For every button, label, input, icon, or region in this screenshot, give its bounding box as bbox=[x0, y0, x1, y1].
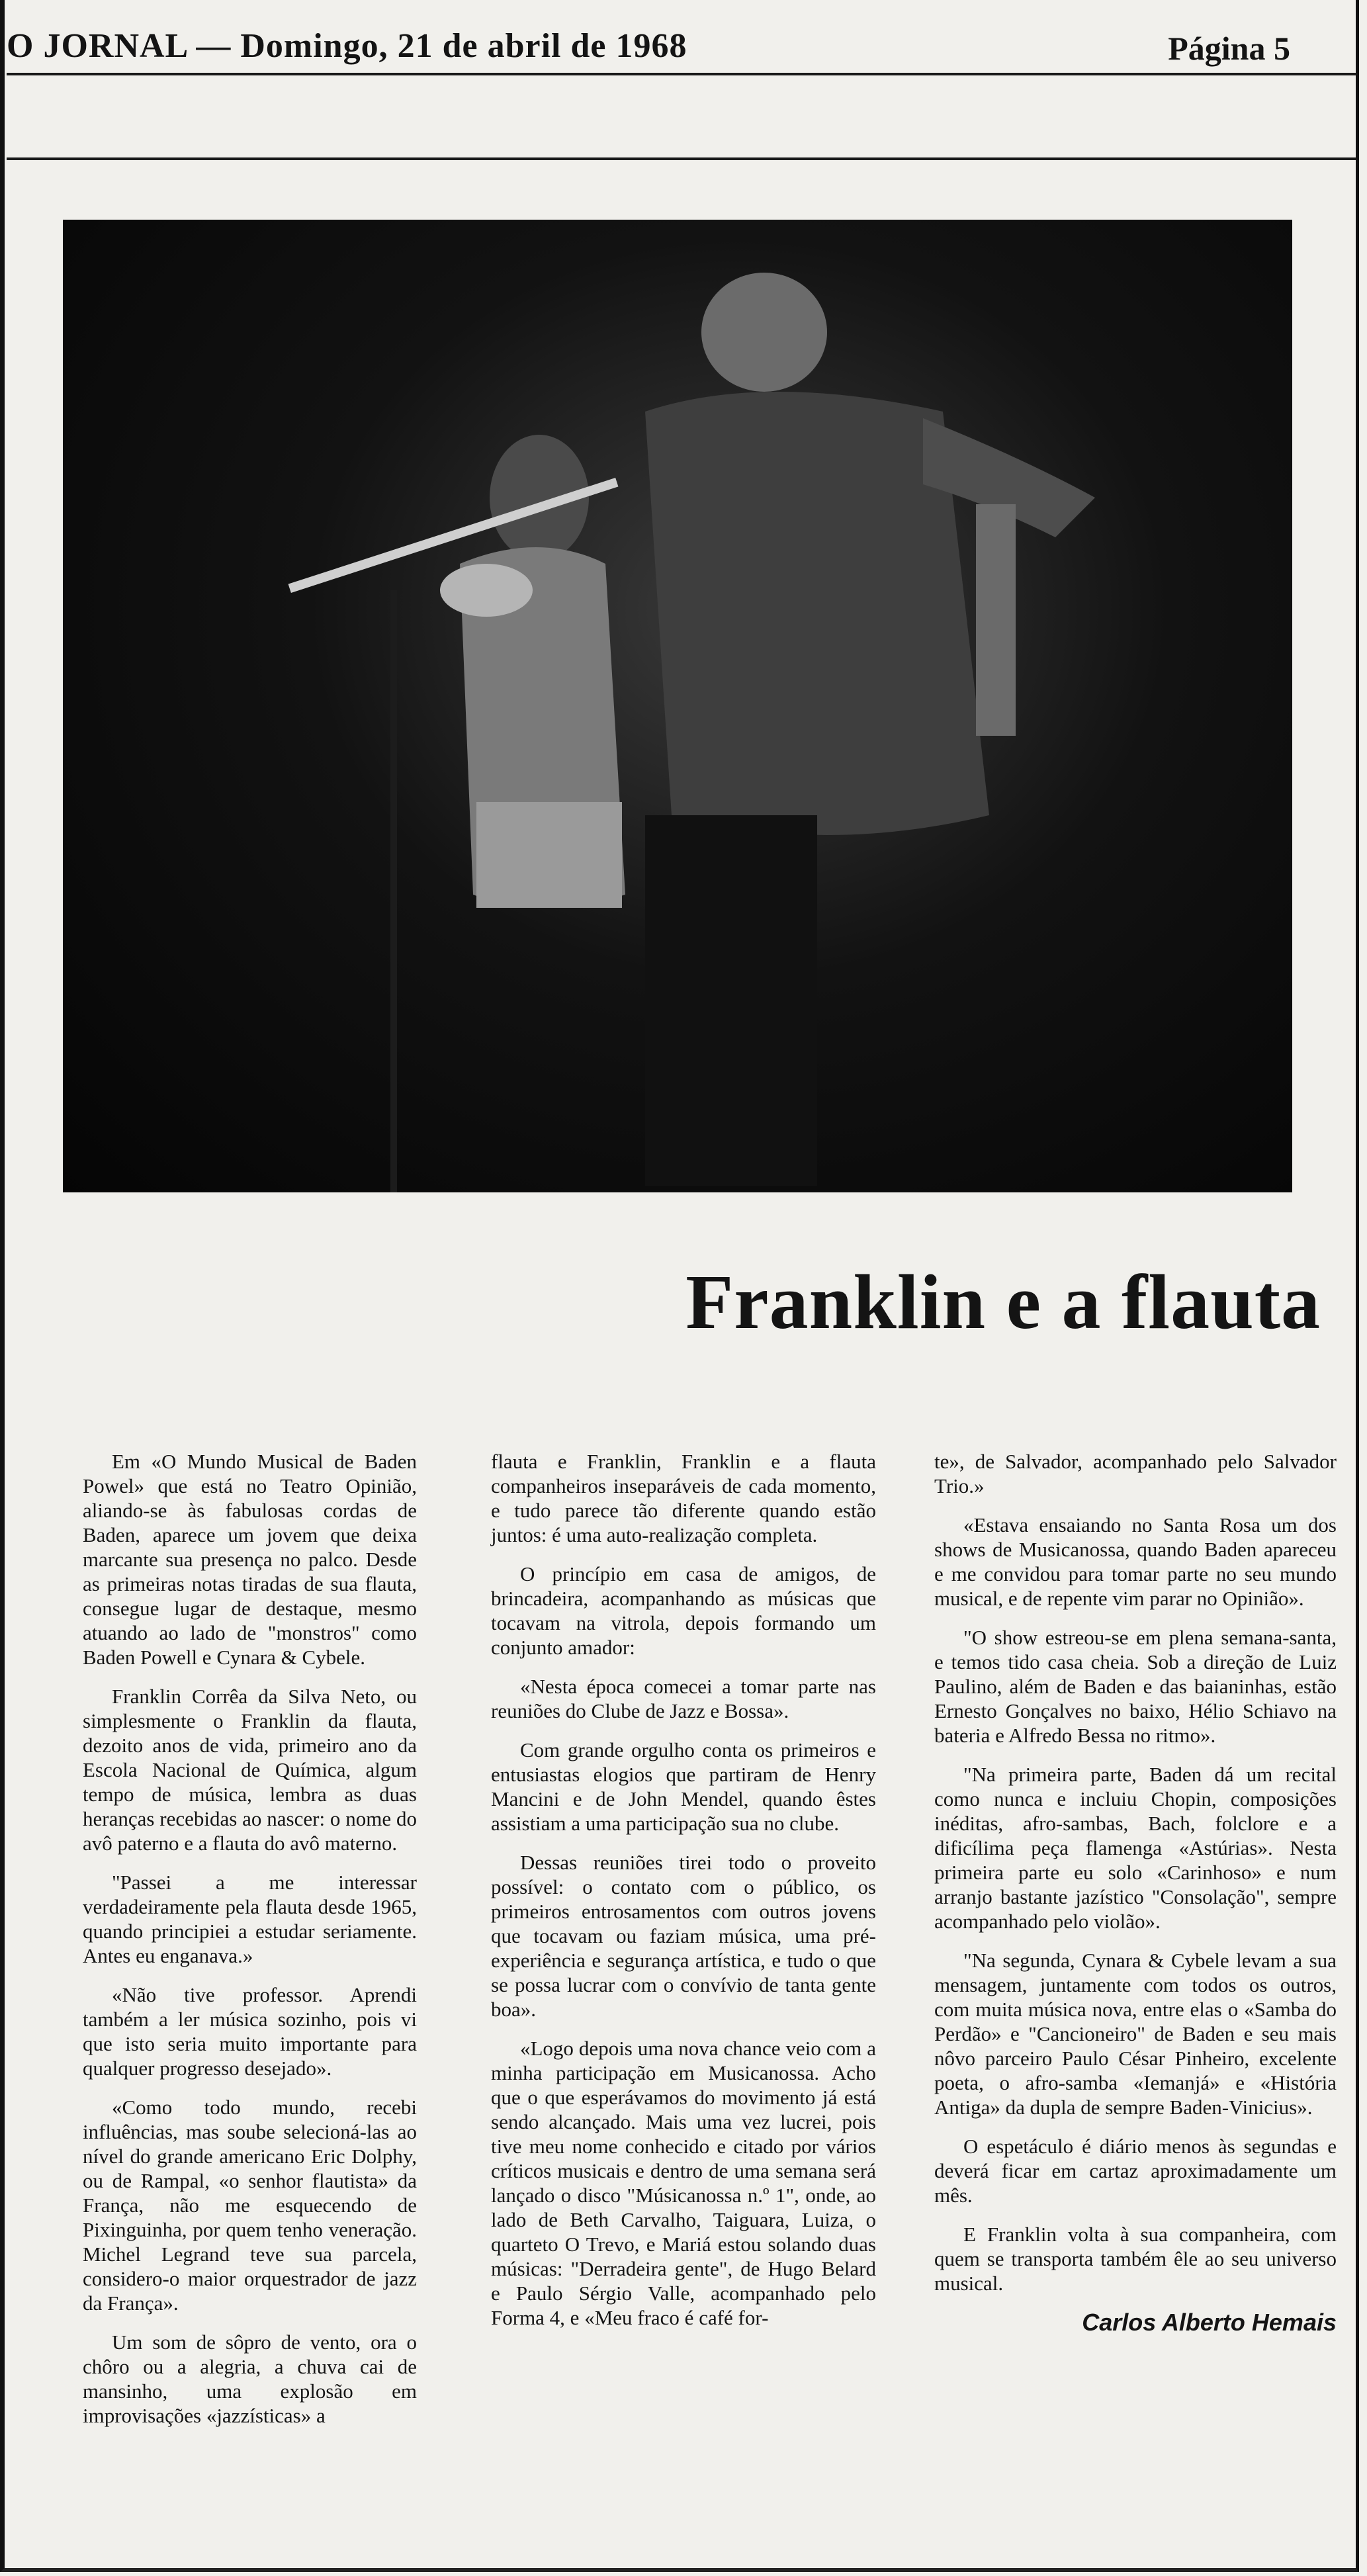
paragraph: Dessas reuniões tirei todo o proveito possível: o contato com o público, os primeiros entrosamentos com outros jovens que tocavam ou faziam música, uma pré-experiência e segurança artística, e tudo o que se possa lucrar com o convívio de tanta gente boa». bbox=[491, 1851, 876, 2021]
paragraph: "O show estreou-se em plena semana-santa, e temos tido casa cheia. Sob a direção de Luiz Paulino, além de Baden e das baianinhas, estão Ernesto Gonçalves no baixo, Hélio Schiavo na bateria e Alfredo Bessa no ritmo». bbox=[934, 1626, 1337, 1747]
page-header bbox=[7, 0, 1356, 75]
paragraph: E Franklin volta à sua companheira, com quem se transporta também êle ao seu universo musical. bbox=[934, 2223, 1337, 2295]
paragraph: «Nesta época comecei a tomar parte nas reuniões do Clube de Jazz e Bossa». bbox=[491, 1675, 876, 1722]
article-column-3 bbox=[934, 1449, 1337, 2334]
paragraph: «Logo depois uma nova chance veio com a minha participação em Musicanossa. Acho que o que esperávamos do movimento já está sendo alcançado. Mais uma vez lucrei, pois tive meu nome conhecido e citado por vários críticos musicais e dentro de uma semana será lançado o disco "Músicanossa n.º 1", onde, ao lado de Beth Carvalho, Taiguara, Luiza, o quarteto O Trevo, e Mariá estou solando duas músicas: "Derradeira gente", de Hugo Belard e Paulo Sérgio Valle, acompanhado pelo Forma 4, e «Meu fraco é café for- bbox=[491, 2037, 876, 2329]
paragraph: flauta e Franklin, Franklin e a flauta companheiros inseparáveis de cada momento, e tudo parece tão diferente quando estão juntos: é uma auto-realização completa. bbox=[491, 1450, 876, 1546]
article-headline: Franklin e a flauta bbox=[685, 1259, 1321, 1345]
page-number: Página 5 bbox=[1168, 30, 1290, 67]
photo-scene bbox=[63, 220, 1292, 1192]
paragraph: O espetáculo é diário menos às segundas e deverá ficar em cartaz aproximadamente um mês. bbox=[934, 2135, 1337, 2207]
masthead: O JORNAL — Domingo, 21 de abril de 1968 bbox=[7, 27, 687, 65]
photo-flutist-and-guitarist bbox=[63, 220, 1292, 1192]
paragraph: Em «O Mundo Musical de Baden Powel» que está no Teatro Opinião, aliando-se às fabulosas cordas de Baden, aparece um jovem que deixa marcante sua presença no palco. Desde as primeiras notas tiradas de sua flauta, consegue lugar de destaque, mesmo atuando ao lado de "monstros" como Baden Powell e Cynara & Cybele. bbox=[83, 1450, 417, 1669]
paragraph: "Na primeira parte, Baden dá um recital como nunca e incluiu Chopin, composições inéditas, afro-sambas, Bach, folclore e a dificílima peça flamenga «Astúrias». Nesta primeira parte eu solo «Carinhoso» e num arranjo bastante jazístico "Consolação", sempre acompanhado pelo violão». bbox=[934, 1763, 1337, 1933]
paragraph: «Como todo mundo, recebi influências, mas soube selecioná-las ao nível do grande americano Eric Dolphy, ou de Rampal, «o senhor flautista» da França, não me esquecendo de Pixinguinha, por quem tenho veneração. Michel Legrand teve sua parcela, considero-o maior orquestrador de jazz da França». bbox=[83, 2096, 417, 2315]
paragraph: Com grande orgulho conta os primeiros e entusiastas elogios que partiram de Henry Mancini e de John Mendel, quando êstes assistiam a uma participação sua no clube. bbox=[491, 1738, 876, 1835]
paragraph: «Estava ensaiando no Santa Rosa um dos shows de Musicanossa, quando Baden apareceu e me convidou para tomar parte no seu mundo musical, e de repente vim parar no Opinião». bbox=[934, 1513, 1337, 1610]
article-column-1 bbox=[83, 1449, 417, 2442]
paragraph: Um som de sôpro de vento, ora o chôro ou a alegria, a chuva cai de mansinho, uma explosão em improvisações «jazzísticas» a bbox=[83, 2331, 417, 2427]
paragraph: "Passei a me interessar verdadeiramente pela flauta desde 1965, quando principiei a estudar seriamente. Antes eu enganava.» bbox=[83, 1871, 417, 1967]
paragraph: «Não tive professor. Aprendi também a ler música sozinho, pois vi que isto seria muito importante para qualquer progresso desejado». bbox=[83, 1983, 417, 2080]
divider-rule bbox=[7, 157, 1356, 160]
paragraph: O princípio em casa de amigos, de brincadeira, acompanhando as músicas que tocavam na vitrola, depois formando um conjunto amador: bbox=[491, 1562, 876, 1659]
paragraph: te», de Salvador, acompanhado pelo Salvador Trio.» bbox=[934, 1450, 1337, 1497]
paragraph: Franklin Corrêa da Silva Neto, ou simplesmente o Franklin da flauta, dezoito anos de vida, primeiro ano da Escola Nacional de Química, algum tempo de música, lembra as duas heranças recebidas ao nascer: o nome do avô paterno e a flauta do avô materno. bbox=[83, 1685, 417, 1855]
author-signature: Carlos Alberto Hemais bbox=[1082, 2309, 1337, 2336]
article-column-2 bbox=[491, 1449, 876, 2344]
paragraph: "Na segunda, Cynara & Cybele levam a sua mensagem, juntamente com todos os outros, com muita música nova, entre elas o «Samba do Perdão» e "Cancioneiro" de Baden e seu mais nôvo parceiro Paulo César Pinheiro, excelente poeta, o afro-samba «Iemanjá» e «História Antiga» da dupla de sempre Baden-Vinicius». bbox=[934, 1949, 1337, 2119]
